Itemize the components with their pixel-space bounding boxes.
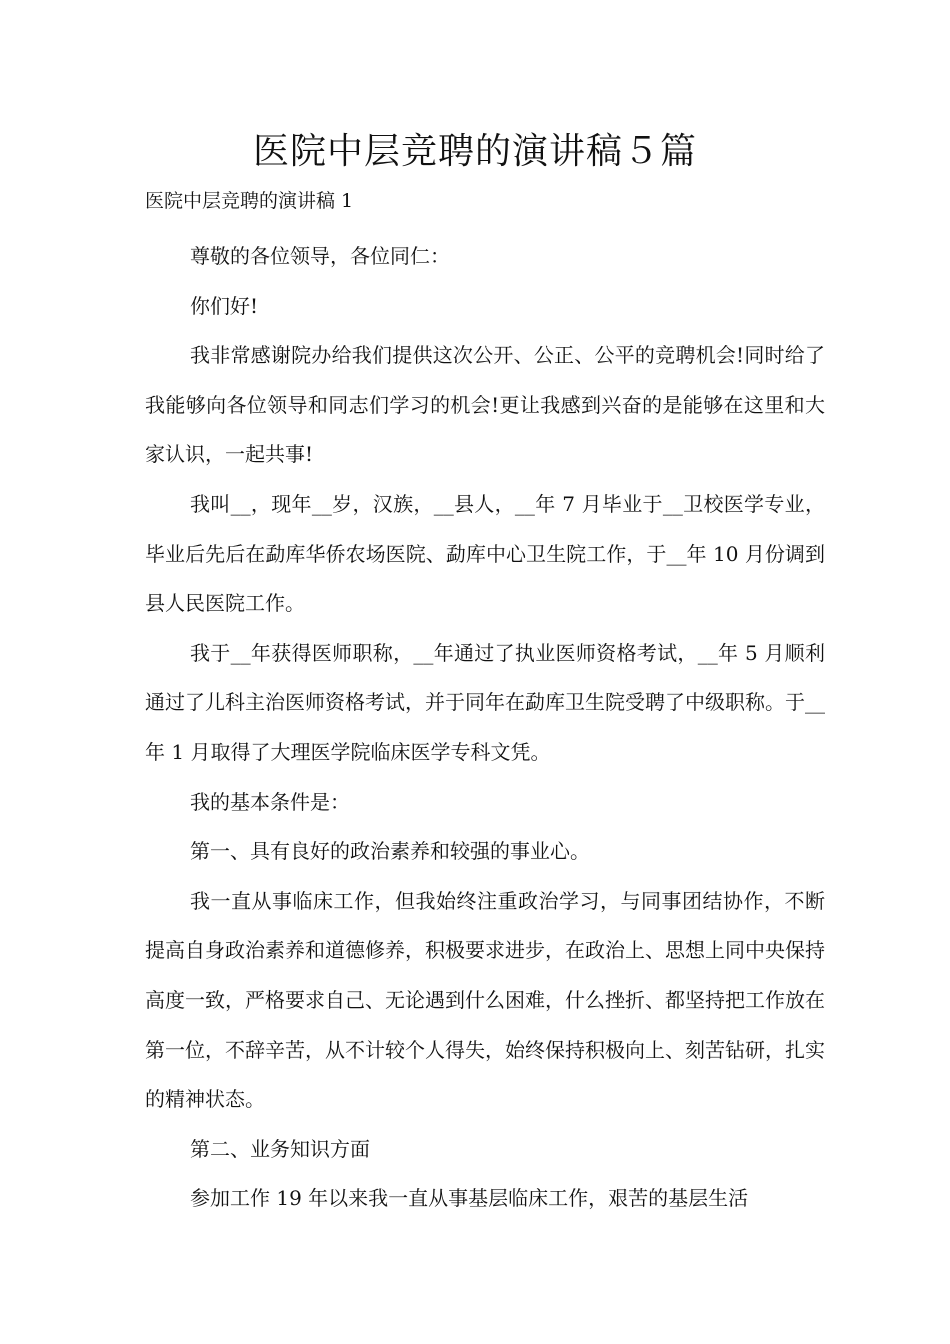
paragraph-experience: 参加工作 19 年以来我一直从事基层临床工作，艰苦的基层生活 — [190, 1186, 749, 1211]
paragraph-qualifications: 我于__年获得医师职称，__年通过了执业医师资格考试，__年 5 月顺利通过了儿科主治医师资格考试，并于同年在勐库卫生院受聘了中级职称。于__年 1 月取得了大理医学院临床医学专科文凭。 — [145, 640, 825, 764]
document-title: 医院中层竞聘的演讲稿５篇 — [252, 131, 697, 172]
paragraph-introduction: 我叫__，现年__岁，汉族，__县人，__年 7 月毕业于__卫校医学专业，毕业后先后在勐库华侨农场医院、勐库中心卫生院工作，于__年 10 月份调到县人民医院工作。 — [145, 491, 825, 616]
paragraph-point-two: 第二、业务知识方面 — [190, 1136, 370, 1161]
paragraph-political-work: 我一直从事临床工作，但我始终注重政治学习，与同事团结协作，不断提高自身政治素养和道德修养，积极要求进步，在政治上、思想上同中央保持高度一致，严格要求自己、无论遇到什么困难，什么挫折、都坚持把工作放在第一位，不辞辛苦，从不计较个人得失，始终保持积极向上、刻苦钻研，扎实的精神状态。 — [145, 888, 825, 1112]
document-body — [145, 232, 825, 1224]
paragraph-point-one: 第一、具有良好的政治素养和较强的事业心。 — [190, 839, 590, 864]
document-subtitle: 医院中层竞聘的演讲稿 1 — [145, 190, 354, 212]
paragraph-hello: 你们好! — [190, 293, 259, 318]
paragraph-greeting: 尊敬的各位领导，各位同仁： — [190, 244, 450, 268]
paragraph-conditions-heading: 我的基本条件是： — [190, 789, 350, 814]
paragraph-thanks: 我非常感谢院办给我们提供这次公开、公正、公平的竞聘机会!同时给了我能够向各位领导和同志们学习的机会!更让我感到兴奋的是能够在这里和大家认识，一起共事! — [145, 343, 825, 467]
